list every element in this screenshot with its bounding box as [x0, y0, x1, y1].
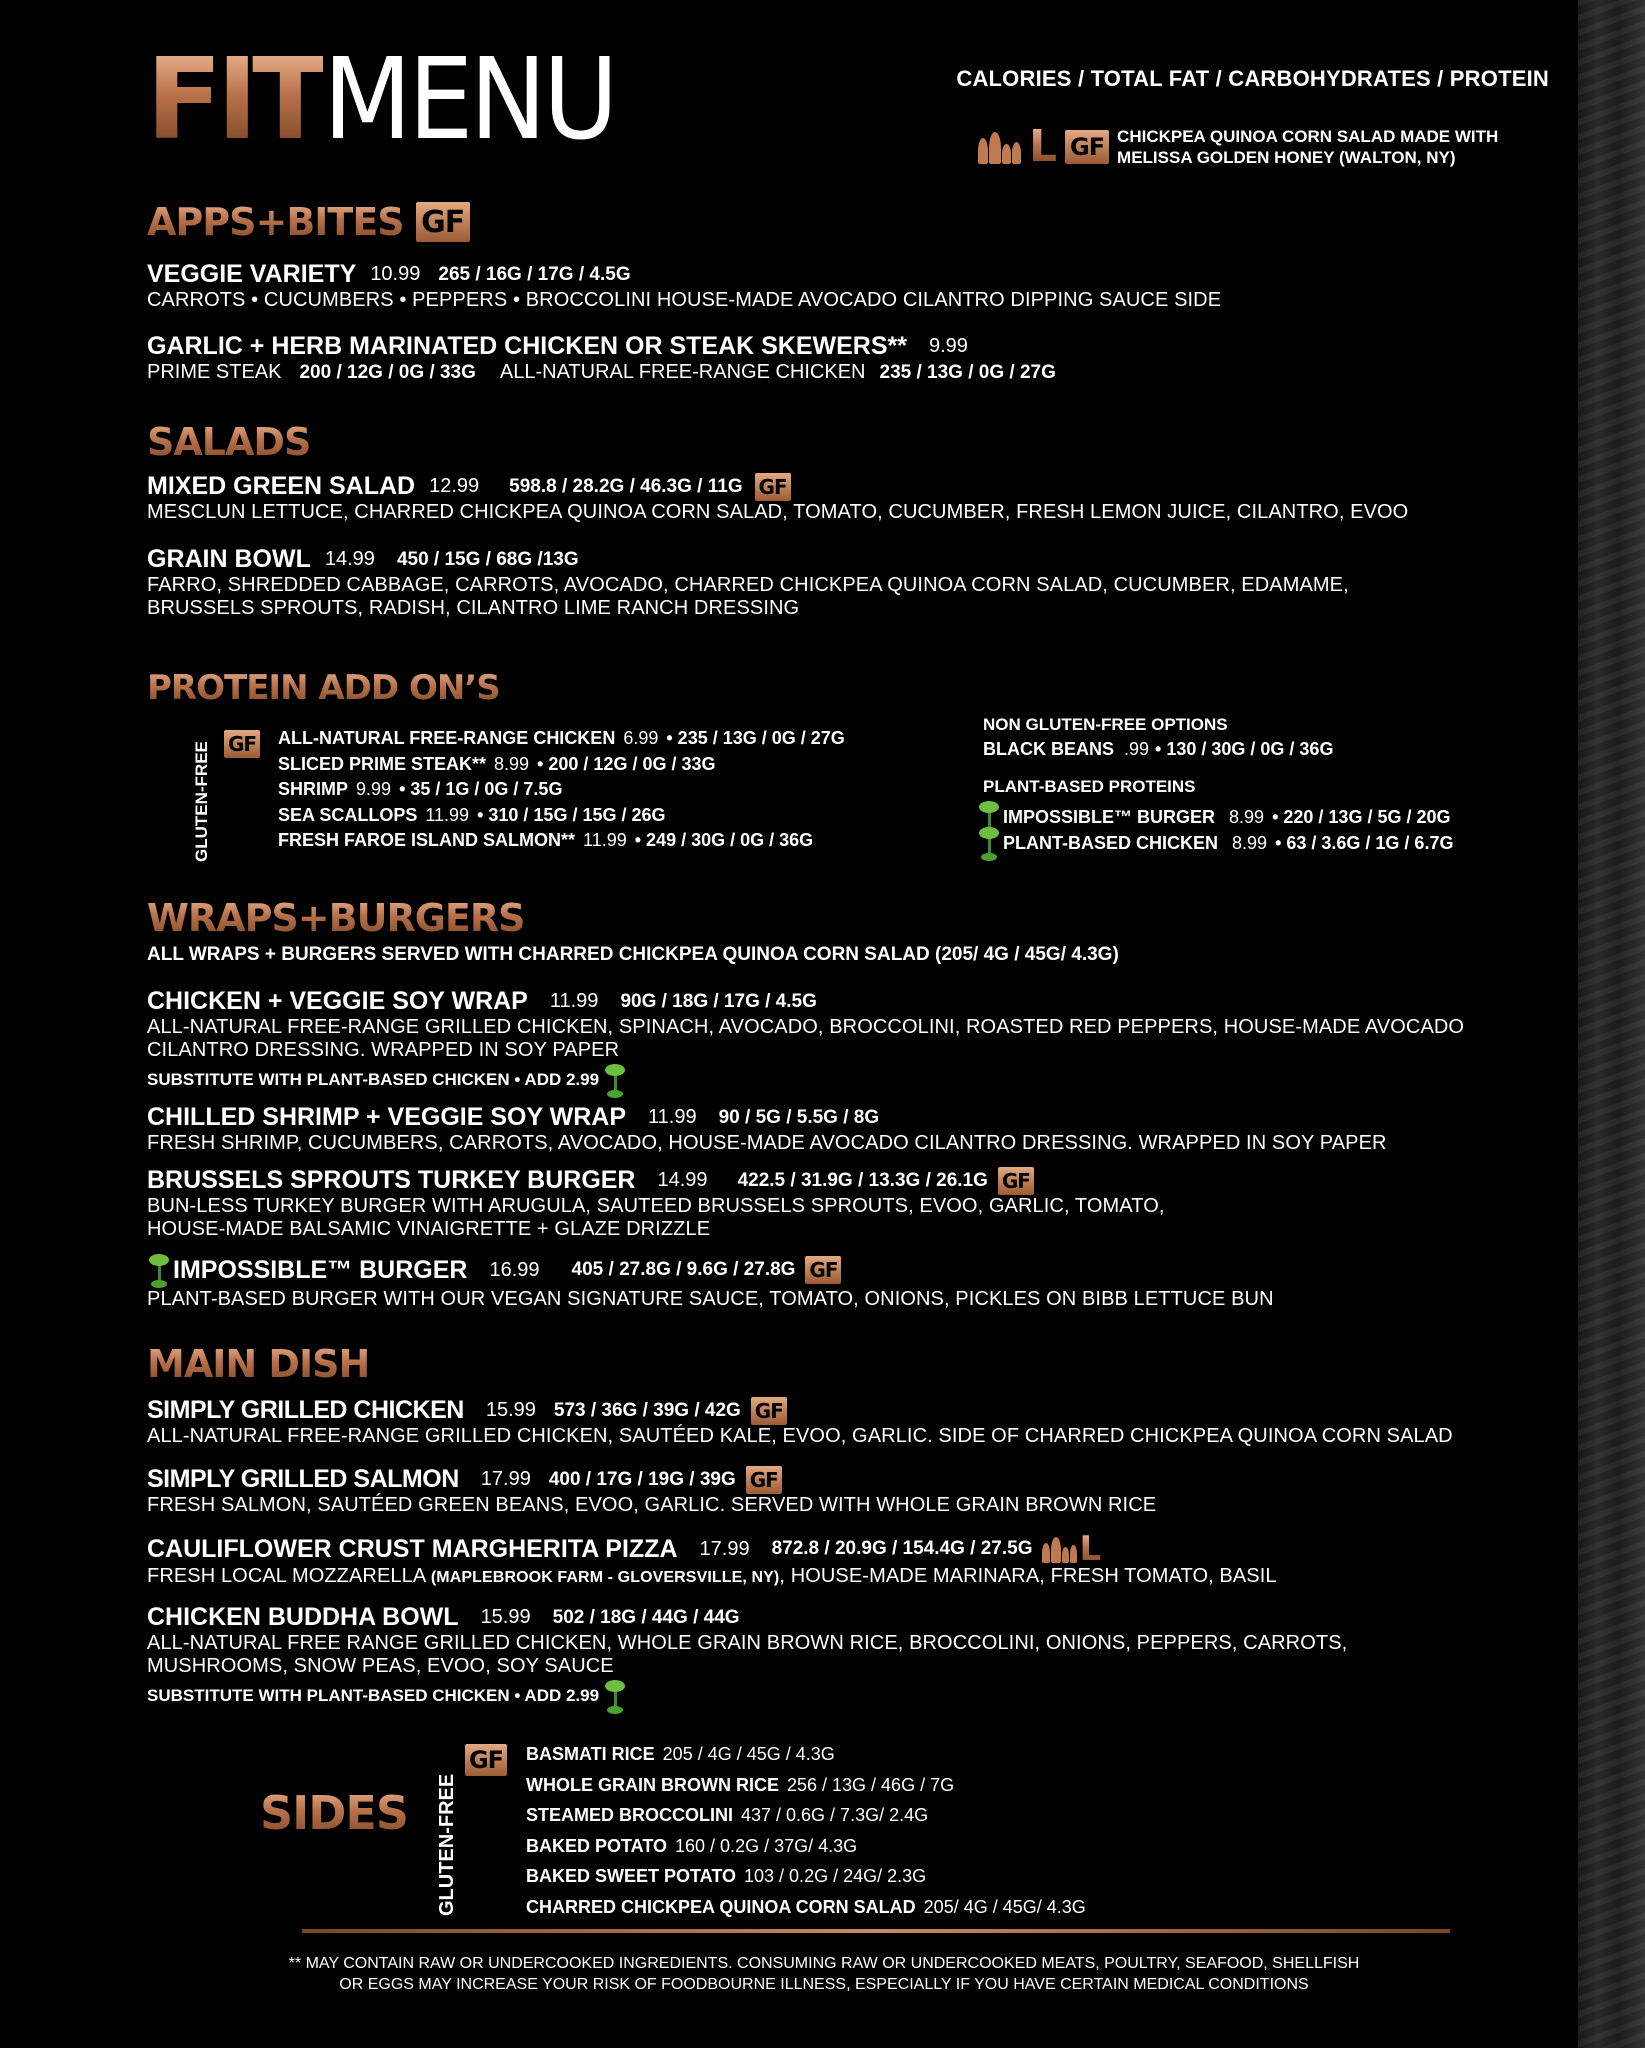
section-apps-bites — [147, 200, 470, 244]
item-description: MUSHROOMS, SNOW PEAS, EVOO, SOY SAUCE — [147, 1655, 614, 1677]
item-price: 15.99 — [485, 1399, 536, 1421]
list-item: SLICED PRIME STEAK** 8.99 • 200 / 12G / 0G / 33G — [278, 753, 716, 774]
footer-divider — [302, 1929, 1450, 1933]
local-legend-note — [978, 121, 1577, 172]
gluten-free-vertical-label: GLUTEN-FREE — [192, 741, 211, 862]
legend-note-text: CHICKPEA QUINOA CORN SALAD MADE WITH MELISSA GOLDEN HONEY (WALTON, NY) — [1117, 127, 1499, 167]
item-name: MIXED GREEN SALAD — [147, 472, 416, 500]
leaf-icon — [603, 1062, 629, 1098]
local-l-icon: L — [1029, 121, 1058, 172]
item-price: 14.99 — [324, 548, 375, 570]
subheading: NON GLUTEN-FREE OPTIONS — [983, 715, 1228, 734]
logo-fit: FIT — [146, 35, 323, 165]
gluten-free-icon: GF — [224, 730, 260, 758]
item-description: PLANT-BASED BURGER WITH OUR VEGAN SIGNATURE SAUCE, TOMATO, ONIONS, PICKLES ON BIBB LETTUCE BUN — [147, 1288, 1274, 1310]
item-nutrition: 405 / 27.8G / 9.6G / 27.8G — [571, 1259, 796, 1280]
item-description: HOUSE-MADE BALSAMIC VINAIGRETTE + GLAZE DRIZZLE — [147, 1218, 711, 1240]
menu-item-impossible-burger — [147, 1252, 1547, 1311]
wraps-subtitle: ALL WRAPS + BURGERS SERVED WITH CHARRED CHICKPEA QUINOA CORN SALAD (205/ 4G / 45G/ 4.3G) — [147, 944, 1119, 965]
section-main-dish — [147, 1342, 369, 1386]
option-nutrition: 235 / 13G / 0G / 27G — [879, 361, 1056, 383]
list-item: SHRIMP 9.99 • 35 / 1G / 0G / 7.5G — [278, 779, 563, 799]
menu-item-mixed-green-salad — [147, 472, 1547, 524]
logo-menu: MENU — [322, 35, 615, 165]
gluten-free-icon: GF — [998, 1167, 1034, 1195]
section-title: MAIN DISH — [147, 1342, 370, 1386]
item-price: 11.99 — [648, 1106, 697, 1128]
leaf-icon — [603, 1678, 629, 1714]
item-price: 10.99 — [370, 263, 421, 285]
item-price: 17.99 — [480, 1468, 531, 1490]
family-farm-icon — [1042, 1535, 1077, 1563]
item-description: FARRO, SHREDDED CABBAGE, CARROTS, AVOCADO, CHARRED CHICKPEA QUINOA CORN SALAD, CUCUMBER, EDAMAME, — [147, 574, 1349, 596]
menu-item-margherita-pizza — [147, 1529, 1547, 1589]
list-item: WHOLE GRAIN BROWN RICE 256 / 13G / 46G / 7G — [526, 1774, 955, 1795]
item-description: ALL-NATURAL FREE-RANGE GRILLED CHICKEN, SPINACH, AVOCADO, BROCCOLINI, ROASTED RED PEPPERS, HOUSE-MADE AVOCADO — [147, 1016, 1465, 1038]
gluten-free-icon: GF — [751, 1397, 787, 1425]
item-nutrition: 450 / 15G / 68G /13G — [396, 548, 579, 570]
section-title: SIDES — [260, 1786, 408, 1840]
slate-texture-edge — [1578, 0, 1645, 2048]
menu-item-grilled-chicken — [147, 1396, 1547, 1448]
gluten-free-icon: GF — [1065, 130, 1109, 164]
section-wraps-burgers — [147, 896, 525, 940]
item-price: 11.99 — [549, 990, 599, 1012]
list-item: BAKED POTATO 160 / 0.2G / 37G/ 4.3G — [526, 1835, 858, 1856]
gluten-free-icon: GF — [416, 202, 470, 242]
item-price: 17.99 — [699, 1537, 750, 1560]
menu-item-chicken-buddha-bowl — [147, 1603, 1547, 1714]
option-label: PRIME STEAK — [147, 361, 282, 383]
local-l-icon: L — [1079, 1529, 1102, 1569]
list-item: SEA SCALLOPS 11.99 • 310 / 15G / 15G / 26G — [278, 804, 666, 825]
item-description: FRESH LOCAL MOZZARELLA (MAPLEBROOK FARM - GLOVERSVILLE, NY), HOUSE-MADE MARINARA, FRESH TOMATO, BASIL — [147, 1565, 1277, 1587]
item-description: BUN-LESS TURKEY BURGER WITH ARUGULA, SAUTEED BRUSSELS SPROUTS, EVOO, GARLIC, TOMATO, — [147, 1195, 1165, 1217]
section-protein-add-ons — [147, 668, 500, 708]
gluten-free-icon: GF — [805, 1256, 841, 1284]
item-nutrition: 90G / 18G / 17G / 4.5G — [620, 990, 817, 1012]
item-nutrition: 502 / 18G / 44G / 44G — [552, 1606, 740, 1628]
list-item: BAKED SWEET POTATO 103 / 0.2G / 24G/ 2.3G — [526, 1866, 927, 1886]
item-name: SIMPLY GRILLED SALMON — [147, 1465, 459, 1493]
gluten-free-icon: GF — [465, 1744, 507, 1776]
leaf-icon — [147, 1252, 173, 1288]
gluten-free-icon: GF — [755, 473, 791, 501]
section-title: PROTEIN ADD ON’S — [147, 668, 500, 708]
gluten-free-vertical-label: GLUTEN-FREE — [436, 1773, 458, 1916]
section-title: APPS+BITES — [147, 200, 404, 244]
nutrition-legend-title: CALORIES / TOTAL FAT / CARBOHYDRATES / PROTEIN — [956, 66, 1549, 91]
item-price: 12.99 — [429, 475, 480, 497]
subheading: PLANT-BASED PROTEINS — [983, 777, 1196, 796]
item-description: CARROTS • CUCUMBERS • PEPPERS • BROCCOLINI HOUSE-MADE AVOCADO CILANTRO DIPPING SAUCE SIDE — [147, 289, 1222, 311]
list-item: BASMATI RICE 205 / 4G / 45G / 4.3G — [526, 1744, 835, 1764]
family-farm-icon — [978, 130, 1021, 164]
item-nutrition: 400 / 17G / 19G / 39G — [548, 1468, 736, 1490]
plant-substitute-note: SUBSTITUTE WITH PLANT-BASED CHICKEN • ADD 2.99 — [147, 1678, 1547, 1714]
item-price: 16.99 — [489, 1258, 540, 1281]
list-item: IMPOSSIBLE™ BURGER 8.99 • 220 / 13G / 5G / 20G — [977, 799, 1453, 835]
gluten-free-icon: GF — [746, 1466, 782, 1494]
item-nutrition: 872.8 / 20.9G / 154.4G / 27.5G — [771, 1538, 1033, 1559]
item-description: MESCLUN LETTUCE, CHARRED CHICKPEA QUINOA CORN SALAD, TOMATO, CUCUMBER, FRESH LEMON JUICE, CILANTRO, EVOO — [147, 501, 1409, 523]
list-item: ALL-NATURAL FREE-RANGE CHICKEN 6.99 • 235 / 13G / 0G / 27G — [278, 728, 845, 748]
item-description: FRESH SALMON, SAUTÉED GREEN BEANS, EVOO, GARLIC. SERVED WITH WHOLE GRAIN BROWN RICE — [147, 1494, 1157, 1516]
item-price: 14.99 — [657, 1169, 708, 1191]
item-price: 9.99 — [929, 335, 968, 357]
menu-item-chicken-veggie-wrap — [147, 987, 1547, 1098]
menu-item-grain-bowl — [147, 545, 1547, 620]
section-title: WRAPS+BURGERS — [147, 896, 525, 940]
item-description: BRUSSELS SPROUTS, RADISH, CILANTRO LIME RANCH DRESSING — [147, 597, 800, 619]
item-price: 15.99 — [480, 1606, 531, 1628]
item-name: GARLIC + HERB MARINATED CHICKEN OR STEAK SKEWERS** — [147, 332, 907, 360]
allergen-disclaimer — [200, 1953, 1448, 1995]
item-nutrition: 573 / 36G / 39G / 42G — [553, 1399, 741, 1421]
menu-item-veggie-variety — [147, 260, 1547, 312]
option-label: ALL-NATURAL FREE-RANGE CHICKEN — [499, 361, 866, 383]
item-name: SIMPLY GRILLED CHICKEN — [147, 1396, 464, 1424]
item-nutrition: 90 / 5G / 5.5G / 8G — [718, 1106, 880, 1128]
item-name: CAULIFLOWER CRUST MARGHERITA PIZZA — [147, 1534, 678, 1563]
section-sides — [260, 1786, 408, 1840]
list-item: FRESH FAROE ISLAND SALMON** 11.99 • 249 / 30G / 0G / 36G — [278, 830, 814, 850]
menu-item-turkey-burger — [147, 1166, 1547, 1241]
item-nutrition: 265 / 16G / 17G / 4.5G — [438, 263, 631, 285]
item-description: FRESH SHRIMP, CUCUMBERS, CARROTS, AVOCADO, HOUSE-MADE AVOCADO CILANTRO DRESSING. WRAPPED IN SOY PAPER — [147, 1132, 1387, 1154]
list-item: STEAMED BROCCOLINI 437 / 0.6G / 7.3G/ 2.4G — [526, 1805, 929, 1825]
section-salads — [147, 420, 310, 464]
item-description: CILANTRO DRESSING. WRAPPED IN SOY PAPER — [147, 1039, 620, 1061]
item-description: ALL-NATURAL FREE-RANGE GRILLED CHICKEN, SAUTÉED KALE, EVOO, GARLIC. SIDE OF CHARRED CHICKPEA QUINOA CORN SALAD — [147, 1425, 1453, 1447]
menu-item-shrimp-veggie-wrap — [147, 1103, 1547, 1155]
item-name: BRUSSELS SPROUTS TURKEY BURGER — [147, 1166, 636, 1194]
gluten-free-protein-list — [278, 726, 845, 854]
item-nutrition: 598.8 / 28.2G / 46.3G / 11G — [509, 475, 743, 497]
item-nutrition: 422.5 / 31.9G / 13.3G / 26.1G — [737, 1169, 988, 1191]
skewer-options — [147, 361, 1547, 384]
item-name: CHICKEN + VEGGIE SOY WRAP — [147, 987, 528, 1015]
menu-item-grilled-salmon — [147, 1465, 1547, 1517]
item-name: CHICKEN BUDDHA BOWL — [147, 1603, 459, 1631]
list-item: CHARRED CHICKPEA QUINOA CORN SALAD 205/ 4G / 45G/ 4.3G — [526, 1896, 1086, 1917]
menu-item-skewers — [147, 332, 1547, 384]
item-name: CHILLED SHRIMP + VEGGIE SOY WRAP — [147, 1103, 627, 1131]
leaf-icon — [977, 825, 1003, 861]
sides-list — [526, 1739, 1086, 1922]
section-title: SALADS — [147, 420, 311, 464]
non-gluten-free-options — [983, 713, 1459, 861]
disclaimer-line: ** MAY CONTAIN RAW OR UNDERCOOKED INGREDIENTS. CONSUMING RAW OR UNDERCOOKED MEATS, POULTRY, SEAFOOD, SHELLFISH — [288, 1955, 1360, 1972]
item-name: IMPOSSIBLE™ BURGER — [173, 1255, 468, 1284]
list-item: BLACK BEANS .99 • 130 / 30G / 0G / 36G — [983, 739, 1334, 759]
disclaimer-line: OR EGGS MAY INCREASE YOUR RISK OF FOODBOURNE ILLNESS, ESPECIALLY IF YOU HAVE CERTAIN MEDICAL CONDITIONS — [339, 1976, 1309, 1993]
item-name: GRAIN BOWL — [147, 545, 311, 573]
item-description: ALL-NATURAL FREE RANGE GRILLED CHICKEN, WHOLE GRAIN BROWN RICE, BROCCOLINI, ONIONS, PEPPERS, CARROTS, — [147, 1632, 1348, 1654]
fit-menu-logo — [146, 35, 640, 165]
item-name: VEGGIE VARIETY — [147, 260, 357, 288]
list-item: PLANT-BASED CHICKEN 8.99 • 63 / 3.6G / 1G / 6.7G — [977, 825, 1453, 861]
plant-substitute-note: SUBSTITUTE WITH PLANT-BASED CHICKEN • ADD 2.99 — [147, 1062, 1547, 1098]
option-nutrition: 200 / 12G / 0G / 33G — [299, 361, 476, 383]
